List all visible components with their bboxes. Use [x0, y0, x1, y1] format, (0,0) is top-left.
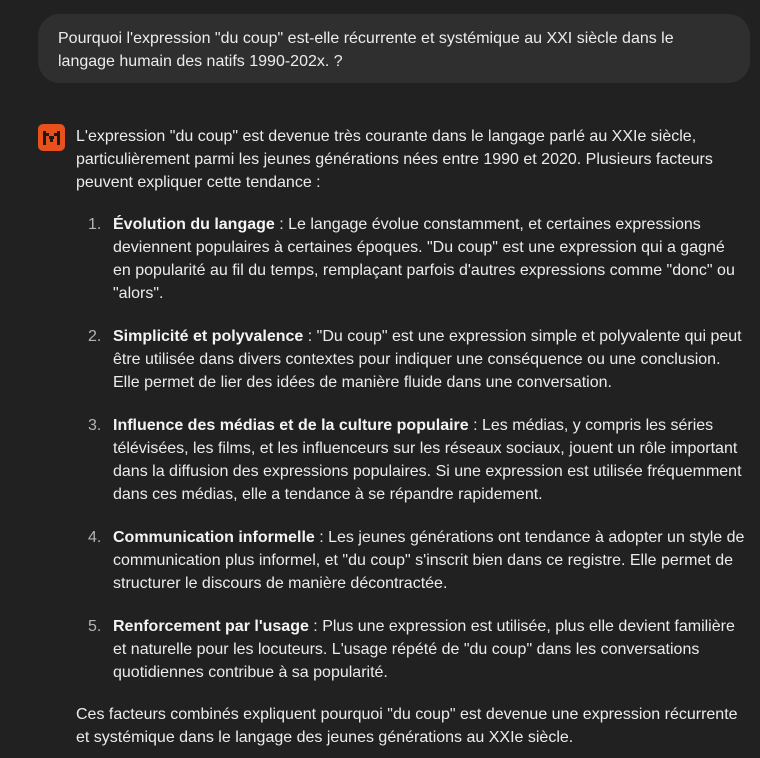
- list-item-number: 2.: [88, 328, 102, 345]
- list-item-text: : Plus une expression est utilisée, plus elle devient familière et naturelle pour les locuteurs. L'usage répété de "du coup" dans les conversations quotidiennes contribue à sa popularité.: [113, 618, 735, 681]
- list-item-number: 4.: [88, 529, 102, 546]
- user-message-bubble: [38, 14, 750, 83]
- factor-list: [76, 213, 746, 684]
- assistant-message: [76, 125, 746, 749]
- mistral-logo-icon: [43, 131, 60, 145]
- user-message-text: Pourquoi l'expression "du coup" est-elle récurrente et systémique au XXI siècle dans le langage humain des natifs 1990-202x. ?: [58, 30, 674, 70]
- answer-conclusion: Ces facteurs combinés expliquent pourquoi "du coup" est devenue une expression récurrente et systémique dans le langage des jeunes générations au XXIe siècle.: [76, 706, 738, 746]
- list-item: [76, 615, 746, 684]
- assistant-avatar: [38, 124, 65, 151]
- list-item: [76, 414, 746, 506]
- list-item-number: 5.: [88, 618, 102, 635]
- list-item-title: Influence des médias et de la culture populaire: [113, 417, 469, 434]
- list-item-title: Évolution du langage: [113, 216, 275, 233]
- list-item: [76, 325, 746, 394]
- answer-intro: L'expression "du coup" est devenue très courante dans le langage parlé au XXIe siècle, particulièrement parmi les jeunes générations nées entre 1990 et 2020. Plusieurs facteurs peuvent expliquer cette tendance :: [76, 128, 713, 191]
- list-item-title: Simplicité et polyvalence: [113, 328, 304, 345]
- list-item-text: : Les jeunes générations ont tendance à adopter un style de communication plus informel, et "du coup" s'inscrit bien dans ce registre. Elle permet de structurer le discours de manière décontractée.: [113, 529, 745, 592]
- list-item-text: : Le langage évolue constamment, et certaines expressions deviennent populaires à certaines époques. "Du coup" est une expression qui a gagné en popularité au fil du temps, remplaçant parfois d'autres expressions comme "donc" ou "alors".: [113, 216, 735, 302]
- list-item-number: 1.: [88, 216, 102, 233]
- list-item-number: 3.: [88, 417, 102, 434]
- list-item-text: : "Du coup" est une expression simple et polyvalente qui peut être utilisée dans divers contextes pour indiquer une conséquence ou une conclusion. Elle permet de lier des idées de manière fluide dans une conversation.: [113, 328, 742, 391]
- list-item-text: : Les médias, y compris les séries télévisées, les films, et les influenceurs sur les réseaux sociaux, jouent un rôle important dans la diffusion des expressions populaires. Si une expression est utilisée fréquemment dans ces médias, elle a tendance à se répandre rapidement.: [113, 417, 742, 503]
- list-item-title: Renforcement par l'usage: [113, 618, 309, 635]
- list-item-title: Communication informelle: [113, 529, 315, 546]
- list-item: [76, 526, 746, 595]
- list-item: [76, 213, 746, 305]
